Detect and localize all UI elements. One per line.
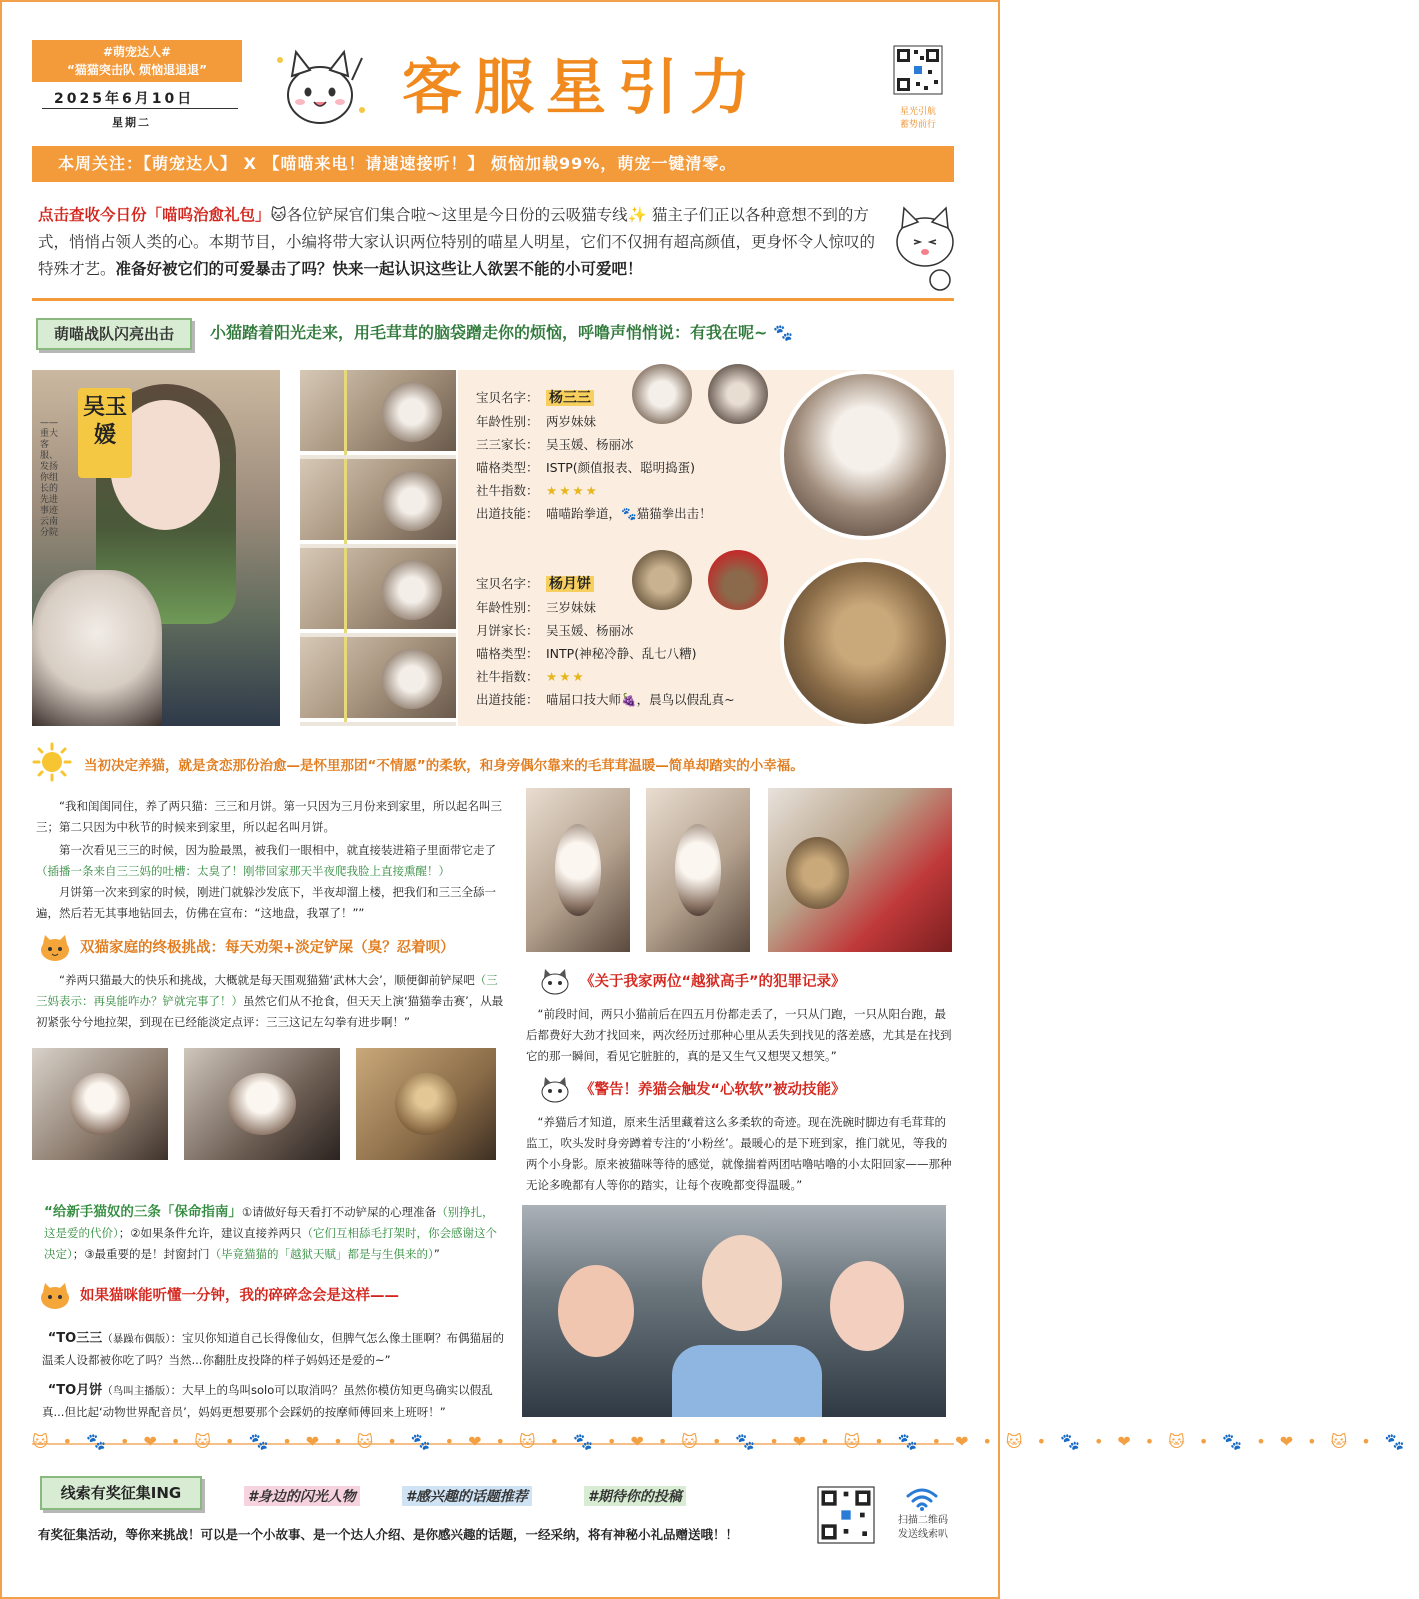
label-parent: 三三家长：: [476, 437, 539, 452]
label-type: 喵格类型：: [476, 460, 539, 475]
guide-item-1-aside: （别挣扎，这是爱的代价）: [44, 1205, 494, 1240]
qr-caption: [888, 106, 948, 132]
guide-item-2-aside: （它们互相舔毛打架时，你会感谢这个决定）: [44, 1226, 498, 1261]
scan-caption-line1: 扫描二维码: [898, 1515, 948, 1526]
guide-end: ”: [433, 1247, 440, 1261]
group-shirt: [672, 1345, 822, 1417]
qr-caption-line2: 蓄势前行: [899, 120, 936, 130]
cat-photo-kitten-2: [184, 1048, 340, 1160]
message-to-sansan: [42, 1328, 504, 1371]
hashtag-submission[interactable]: #期待你的投稿: [584, 1486, 686, 1506]
scan-caption-line2: 发送线索叭: [898, 1529, 948, 1540]
newbie-guide: [44, 1202, 504, 1265]
paw-icon: 🐾: [773, 323, 793, 342]
cat-mascot-icon: [270, 40, 370, 130]
issue-weekday: 星期二: [112, 116, 151, 129]
message-to-sansan-note: （暴躁布偶版）: [102, 1333, 171, 1345]
sansan-portrait: [780, 370, 950, 540]
date-divider: [42, 108, 238, 109]
label-skill: 出道技能：: [476, 506, 539, 521]
yuebing-thumb-1: [632, 550, 692, 610]
story-paragraph-6: “养猫后才知道，原来生活里藏着这么多柔软的奇迹。现在洗碗时脚边有毛茸茸的监工，吹头发时身旁蹲着专注的‘小粉丝’。最暖心的是下班到家，推门就见，等我的两个小身影。原来被猫咪等待的感觉，就像揣着两团咕噜咕噜的小太阳回家——那种无论多晚都有人等你的踏实，让每个夜晚都变得温暖。”: [526, 1115, 952, 1192]
cat-type: ISTP(颜值报表、聪明捣蛋): [546, 460, 696, 475]
guide-item-3: ；③最重要的是！封窗封门: [72, 1247, 210, 1261]
story-p2-text: 第一次看见三三的时候，因为脸最黑，被我们一眼相中，就直接装进箱子里面带它走了: [59, 843, 496, 857]
scan-caption: [888, 1514, 958, 1542]
cat-photo-yuebing-sweater: [768, 788, 952, 952]
guide-title: “给新手猫奴的三条「保命指南」: [44, 1204, 242, 1220]
cat-name: 杨三三: [546, 390, 594, 406]
intro-lead[interactable]: 点击查收今日份「喵呜治愈礼包」: [38, 206, 271, 224]
yuebing-thumb-2: [708, 550, 768, 610]
story-title: 当初决定养猫，就是贪恋那份治愈—是怀里那团“不情愿”的柔软，和身旁偶尔靠来的毛茸茸温暖—简单却踏实的小幸福。: [84, 758, 804, 774]
strip-photo-2: [300, 459, 456, 544]
message-to-yuebing: [42, 1380, 504, 1423]
story-paragraph-2: [36, 840, 508, 882]
label-social-index: 社牛指数：: [476, 669, 539, 684]
story-paragraph-1: “我和闺闺同住，养了两只猫：三三和月饼。第一只因为三月份来到家里，所以起名叫三三；第二只因为中秋节的时候来到家里，所以起名叫月饼。: [36, 799, 502, 834]
message-to-sansan-lead: “TO三三: [47, 1331, 103, 1346]
cat-face-icon: [890, 202, 960, 292]
cat-age: 三岁妹妹: [546, 600, 597, 615]
wifi-icon: [904, 1486, 940, 1512]
guide-item-2: ；②如果条件允许，建议直接养两只: [118, 1226, 302, 1240]
owner-cat: [32, 570, 162, 726]
cat-photo-yuebing-closeup: [356, 1048, 496, 1160]
cat-photo-sansan-kitten: [526, 788, 630, 952]
sansan-thumb-2: [708, 364, 768, 424]
cat-photo-kitten-1: [32, 1048, 168, 1160]
heading-escape-record: [538, 968, 846, 996]
section-slogan-text: 小猫踏着阳光走来，用毛茸茸的脑袋蹭走你的烦恼，呼噜声悄悄说：有我在呢~: [210, 323, 768, 342]
weekly-focus-bar: 本周关注：【萌宠达人】 X 【喵喵来电！请速速接听！】 烦恼加载99%，萌宠一键清零。: [32, 146, 954, 182]
message-to-yuebing-note: （鸟叫主播版）: [102, 1385, 171, 1397]
owner-photo: [32, 370, 280, 726]
guide-item-3-aside: （毕竟猫猫的「越狱天赋」都是与生俱来的）: [209, 1247, 434, 1261]
group-photo: [522, 1205, 946, 1417]
cat-parent: 吴玉媛、杨丽冰: [546, 623, 634, 638]
topic-tag-box: [32, 40, 242, 82]
message-to-yuebing-lead: “TO月饼: [47, 1383, 103, 1398]
intro-body: 🐱各位铲屎官们集合啦～这里是今日份的云吸猫专线✨ 猫主子们正以各种意想不到的方式，悄悄占领人类的心。本期节目，小编将带大家认识两位特别的喵星人明星，它们不仅拥有超高颜值，更身怀令人惊叹的特殊才艺。: [38, 206, 876, 278]
story-p2-aside: （插播一条来自三三妈的吐槽：太臭了！刚带回家那天半夜爬我脸上直接熏醒！）: [36, 864, 450, 878]
cat-name: 杨月饼: [546, 576, 594, 592]
label-age: 年龄性别：: [476, 414, 539, 429]
cat-card-yuebing: [476, 572, 735, 711]
story-paragraph-4: [36, 970, 508, 1033]
issue-date: 2025年6月10日: [54, 91, 195, 107]
cat-type: INTP(神秘冷静、乱七八糟): [546, 646, 697, 661]
heading-text: 《关于我家两位“越狱高手”的犯罪记录》: [580, 974, 846, 990]
section-divider: [32, 298, 954, 301]
sun-icon: [32, 742, 72, 782]
section-tag: 萌喵战队闪亮出击: [36, 318, 192, 350]
star-rating: ★★★: [546, 669, 586, 684]
qr-code-icon[interactable]: [818, 1487, 874, 1543]
story-p4-text-2: 虽然它们从不抢食，但天天上演‘猫猫拳击赛’，从最初紧张兮兮地拉架，到现在已经能淡定点评：三三这记左勾拳有进步啊！”: [36, 994, 504, 1029]
label-social-index: 社牛指数：: [476, 483, 539, 498]
strip-photo-3: [300, 548, 456, 633]
story-p4-aside: （三三妈表示：再臭能咋办？铲就完事了！）: [36, 973, 498, 1008]
qr-caption-line1: 星光引航: [899, 107, 936, 117]
message-to-sansan-text: ：宝贝你知道自己长得像仙女，但脾气怎么像土匪啊？布偶猫届的温柔人设都被你吃了吗？当然...你翻肚皮投降的样子妈妈还是爱的~”: [42, 1331, 504, 1367]
label-type: 喵格类型：: [476, 646, 539, 661]
cat-skill: 喵喵跆拳道，🐾猫猫拳出击！: [546, 506, 712, 521]
sansan-thumb-1: [632, 364, 692, 424]
star-rating: ★★★★: [546, 483, 599, 498]
strip-photo-4: [300, 637, 456, 722]
yuebing-portrait: [780, 558, 950, 728]
cat-age: 两岁妹妹: [546, 414, 597, 429]
heading-text: 如果猫咪能听懂一分钟，我的碎碎念会是这样——: [80, 1288, 399, 1304]
heading-text: 《警告！养猫会触发“心软软”被动技能》: [580, 1082, 846, 1098]
label-age: 年龄性别：: [476, 600, 539, 615]
cat-parent: 吴玉媛、杨丽冰: [546, 437, 634, 452]
guide-item-1: ①请做好每天看打不动铲屎的心理准备: [241, 1205, 437, 1219]
cat-face-icon: [538, 968, 572, 996]
label-name: 宝贝名字：: [476, 576, 539, 591]
section-slogan: [210, 320, 793, 343]
group-face-1: [558, 1265, 634, 1357]
intro-closing: 准备好被它们的可爱暴击了吗？快来一起认识这些让人欲罢不能的小可爱吧！: [115, 260, 643, 278]
group-face-2: [702, 1235, 782, 1331]
story-paragraph-3: 月饼第一次来到家的时候，刚进门就躲沙发底下，半夜却溜上楼，把我们和三三全舔一遍，然后若无其事地钻回去，仿佛在宣布：“这地盘，我罩了！””: [36, 885, 496, 920]
tiger-cat-icon: [38, 1282, 72, 1310]
cat-face-icon: [538, 1076, 572, 1104]
owner-name-sign: 吴玉媛: [78, 388, 132, 478]
qr-code-icon[interactable]: [894, 46, 942, 94]
heading-two-cat-challenge: [38, 934, 455, 962]
clue-collection-tag: 线索有奖征集ING: [40, 1476, 202, 1510]
newsletter-title: 客服星引力: [402, 53, 762, 123]
cat-photo-strip: [300, 370, 456, 726]
tiger-cat-icon: [38, 934, 72, 962]
owner-vertical-note: ——重大客服、发扬你组长的先进事迹云南分院: [40, 418, 59, 538]
hashtag-topic-recommend[interactable]: #感兴趣的话题推荐: [402, 1486, 532, 1506]
intro-paragraph: [38, 202, 888, 283]
cat-photo-sansan-sitting: [646, 788, 750, 952]
strip-photo-1: [300, 370, 456, 455]
heading-if-cat-understood: [38, 1282, 399, 1310]
footer-invitation: 有奖征集活动，等你来挑战！可以是一个小故事、是一个达人介绍、是你感兴趣的话题，一经采纳，将有神秘小礼品赠送哦！！: [38, 1527, 739, 1542]
label-skill: 出道技能：: [476, 692, 539, 707]
label-parent: 月饼家长：: [476, 623, 539, 638]
cat-skill: 喵届口技大师🍇，晨鸟以假乱真~: [546, 692, 735, 707]
label-name: 宝贝名字：: [476, 390, 539, 405]
heading-soft-heart: [538, 1076, 846, 1104]
topic-tag-line1: #萌宠达人#: [102, 45, 172, 59]
story-p4-text: “养两只猫最大的快乐和挑战，大概就是每天围观猫猫‘武林大会’，顺便御前铲屎吧: [59, 973, 475, 987]
message-to-yuebing-text: ：大早上的鸟叫solo可以取消吗？虽然你模仿知更鸟确实以假乱真...但比起‘动物世界配音员’，妈妈更想要那个会踩奶的按摩师傅回来上班呀！”: [42, 1383, 493, 1419]
story-paragraph-5: “前段时间，两只小猫前后在四五月份都走丢了，一只从门跑，一只从阳台跑，最后都费好大劲才找回来，两次经历过那种心里从丢失到找见的落差感，尤其是在找到它的那一瞬间，看见它脏脏的，真的是又生气又想哭又想笑。”: [526, 1007, 952, 1063]
group-face-3: [830, 1261, 904, 1351]
decorative-cat-border: 🐱•🐾•❤•🐱•🐾•❤•🐱•🐾•❤•🐱•🐾•❤•🐱•🐾•❤•🐱•🐾•❤•🐱•🐾•❤•🐱•🐾•❤•🐱•🐾: [32, 1432, 1419, 1451]
topic-tag-line2: “猫猫突击队 烦恼退退退”: [67, 63, 207, 77]
heading-text: 双猫家庭的终极挑战：每天劝架+淡定铲屎（臭？忍着呗）: [80, 940, 455, 956]
hashtag-shining-people[interactable]: #身边的闪光人物: [244, 1486, 360, 1506]
